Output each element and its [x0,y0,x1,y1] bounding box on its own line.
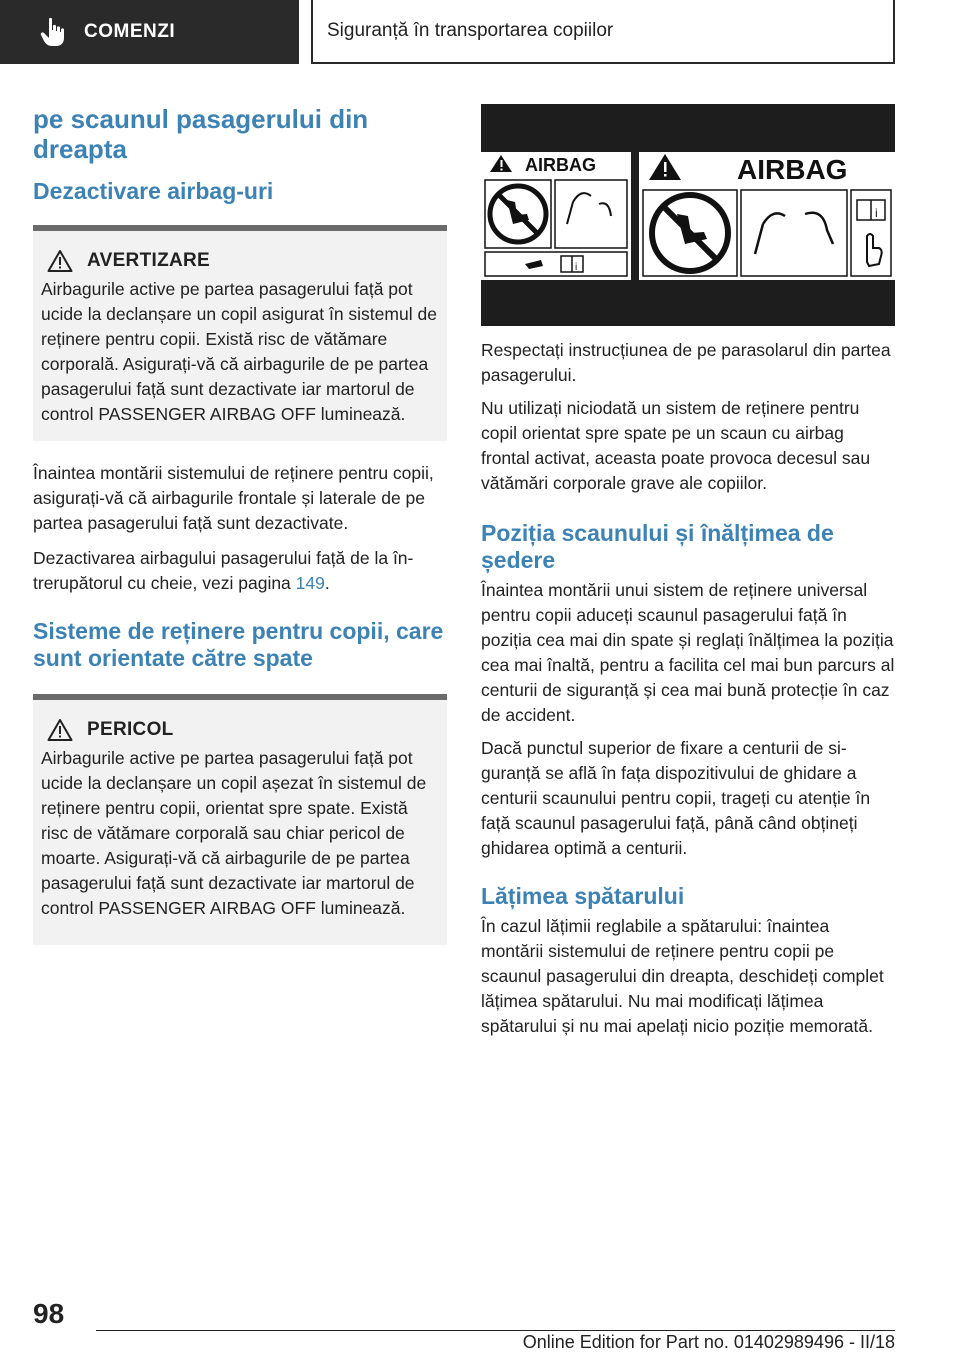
warning-triangle-icon [47,718,73,742]
paragraph-key-switch [33,546,447,596]
warning-triangle-icon [47,249,73,273]
hand-pointer-icon [40,17,66,47]
paragraph-belt-guidance: Dacă punctul superior de fixare a centurii de siguranță se află în fața dispozitivului de ghidare a centurii scaunului pentru copii, trageți cu atenție în față scaunul pasagerului față, până când obțineți ghidarea optimă a centurii. [481,738,871,858]
danger-box [33,694,447,945]
warning-text: Airbagurile active pe partea pasagerului față pot ucide la declanșare un copil asigurat în sistemul de reținere pentru copii. Există risc de vătămare corporală. Asigurați-vă că airbagurile de pe partea pasagerului față sunt dezactivate iar martorul de control PASSENGER AIRBAG OFF luminează. [41,279,437,424]
page-link-149[interactable]: 149 [295,573,325,593]
right-column [481,104,895,1039]
warning-title: AVERTIZARE [87,250,210,271]
paragraph-never-rear-facing: Nu utilizați niciodată un sistem de reținere pentru copil orientat spre spate pe un scaun cu airbag frontal activat, aceasta poate provoca decesul sau vătămări corporale grave ale copiilor. [481,398,871,493]
subheading-backrest-width: Lățimea spătarului [481,883,685,909]
svg-text:i: i [875,206,878,220]
section-tab-label: COMENZI [84,21,176,42]
page-number: 98 [33,1298,65,1329]
left-column [33,100,447,945]
svg-text:i: i [575,262,578,273]
subheading-rear-facing: Sisteme de reținere pentru copii, care sunt orientate către spate [33,618,444,671]
paragraph-seat-position: Înaintea montării unui sistem de reținere universal pentru copii aduceți scaunul pasagerului față în poziția cea mai din spate și reglați înălțimea la poziția cea mai înaltă, pentru a facilita cel mai bun parcurs al centurii de siguranță și cea mai bună protecție în caz de accident. [481,580,895,725]
paragraph-key-switch-end: . [324,573,330,593]
section-tab[interactable] [0,0,299,64]
small-label-text: AIRBAG [525,155,596,175]
subheading-seat-position: Poziția scaunului și înălțimea de ședere [481,520,834,573]
chapter-title: Siguranță în transportarea copiilor [311,0,895,64]
paragraph-sun-visor: Respectați instrucțiunea de pe parasolarul din partea pasagerului. [481,340,891,385]
paragraph-backrest-width: În cazul lățimii reglabile a spătarului: înaintea montării sistemului de reținere pentru copii pe scaunul pasagerului din dreapta, deschideți complet lățimea spătarului. Nu mai modificați lățimea spătarului și nu mai apelați nicio poziție memorată. [481,916,884,1036]
subheading-airbag-deactivation: Dezactivare airbag-uri [33,178,274,204]
large-label-text: AIRBAG [737,154,848,185]
paragraph-key-switch-text: Dezactivarea airbagului pasagerului față de la întrerupătorul cu cheie, vezi pagina [33,548,414,593]
warning-box [33,225,447,441]
footer-divider [96,1330,895,1331]
danger-text: Airbagurile active pe partea pasagerului față pot ucide la declanșare un copil așezat în sistemul de reținere pentru copii, orientat spre spate. Există risc de vătămare corporală sau chiar pericol de moarte. Asigurați-vă că airbagurile de pe partea pasagerului față sunt dezactivate iar martorul de control PASSENGER AIRBAG OFF luminează. [41,748,427,918]
airbag-warning-labels [481,104,895,326]
section-heading: pe scaunul pasagerului din dreapta [33,104,369,164]
footer-edition: Online Edition for Part no. 01402989496 - II/18 [522,1332,895,1352]
paragraph-before-mounting: Înaintea montării sistemului de reținere pentru copii, asigurați-vă că airbagurile frontale și laterale de pe partea pasagerului față sunt dezactivate. [33,463,434,533]
airbag-label-figure [481,104,895,326]
danger-title: PERICOL [87,719,174,740]
